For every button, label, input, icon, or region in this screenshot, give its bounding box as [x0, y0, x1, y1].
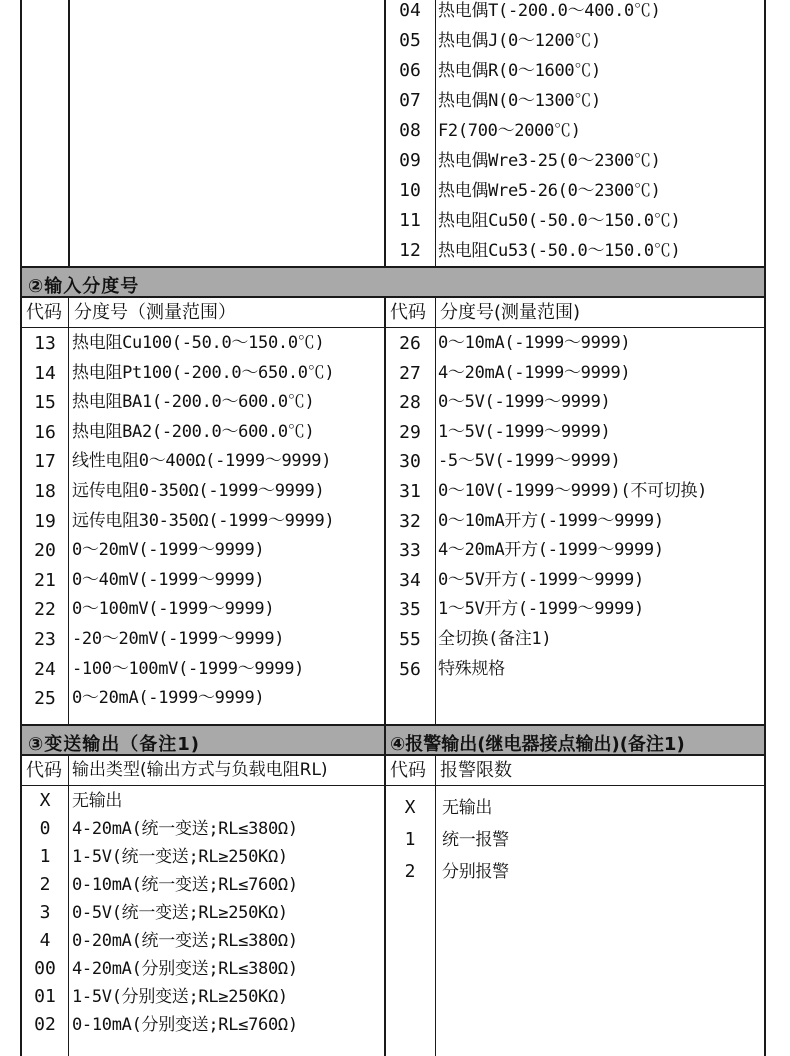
row-description: 1-5V(统一变送;RL≥250KΩ) — [72, 847, 288, 867]
table-row — [386, 655, 764, 685]
table-row — [386, 536, 764, 566]
row-code: 29 — [399, 421, 421, 443]
row-code: 25 — [34, 688, 56, 710]
table-row — [22, 684, 382, 714]
table-row — [386, 329, 764, 359]
table-row — [22, 507, 382, 537]
row-description: 0～10mA开方(-1999～9999) — [438, 510, 664, 531]
row-code: 34 — [399, 569, 421, 591]
row-code: 20 — [34, 540, 56, 562]
row-code: 26 — [399, 333, 421, 354]
row-code: 31 — [399, 481, 421, 502]
row-description: 热电偶R(0～1600℃) — [438, 61, 601, 81]
row-description: 0～5V开方(-1999～9999) — [438, 569, 644, 590]
row-code: 1 — [39, 846, 51, 867]
row-code: 33 — [399, 540, 421, 562]
row-code: 15 — [34, 392, 56, 414]
row-description: 无输出 — [442, 798, 493, 818]
table-row — [22, 983, 382, 1011]
table-row — [386, 388, 764, 418]
table-row — [386, 418, 764, 448]
table-row — [22, 536, 382, 566]
row-code: 21 — [34, 569, 56, 591]
row-description: 0～10V(-1999～9999)(不可切换) — [438, 481, 708, 501]
table-row — [22, 625, 382, 655]
table-row — [22, 815, 382, 843]
table-row — [386, 236, 764, 266]
row-description: 线性电阻0～400Ω(-1999～9999) — [72, 451, 332, 472]
row-code: 09 — [399, 150, 421, 171]
row-code: 23 — [34, 629, 56, 650]
section-title: ②输入分度号 — [28, 276, 140, 297]
row-description: 远传电阻0-350Ω(-1999～9999) — [72, 481, 325, 501]
row-description: 热电偶T(-200.0～400.0℃) — [438, 1, 661, 21]
spec-table — [20, 0, 766, 1056]
table-row — [386, 447, 764, 477]
row-code: 12 — [399, 240, 421, 261]
row-description: 4～20mA开方(-1999～9999) — [438, 540, 664, 561]
table-row — [386, 625, 764, 655]
table-row — [22, 359, 382, 389]
table-row — [22, 329, 382, 359]
row-description: 热电阻Cu50(-50.0～150.0℃) — [438, 211, 681, 231]
table-row — [386, 86, 764, 116]
table-row — [386, 359, 764, 389]
row-description: 热电偶Wre3-25(0～2300℃) — [438, 151, 661, 171]
table-row — [22, 477, 382, 507]
column-header-description: 分度号(测量范围) — [440, 302, 581, 323]
row-code: 05 — [399, 30, 421, 51]
row-description: 1～5V开方(-1999～9999) — [438, 599, 644, 620]
row-code: X — [404, 797, 416, 818]
row-code: 04 — [399, 0, 421, 21]
row-description: 4-20mA(分别变送;RL≤380Ω) — [72, 959, 298, 979]
section-header-input-graduation — [22, 266, 764, 298]
row-code: 56 — [399, 658, 421, 680]
table-row — [22, 447, 382, 477]
row-description: 热电阻Cu100(-50.0～150.0℃) — [72, 333, 325, 353]
row-description: 热电阻BA2(-200.0～600.0℃) — [72, 421, 315, 442]
table-row — [386, 507, 764, 537]
row-description: 热电偶J(0～1200℃) — [438, 31, 601, 51]
row-code: 27 — [399, 362, 421, 384]
row-code: 30 — [399, 451, 421, 473]
column-header-description: 分度号（测量范围） — [74, 302, 236, 323]
row-description: 0～10mA(-1999～9999) — [438, 333, 631, 353]
table-row — [22, 388, 382, 418]
row-code: 08 — [399, 120, 421, 141]
column-header-output-type: 输出类型(输出方式与负载电阻RL) — [72, 760, 328, 780]
table-row — [386, 176, 764, 206]
table-row — [386, 116, 764, 146]
row-description: 4-20mA(统一变送;RL≤380Ω) — [72, 819, 298, 839]
table-row — [22, 927, 382, 955]
row-code: 35 — [399, 599, 421, 621]
row-description: 远传电阻30-350Ω(-1999～9999) — [72, 510, 335, 531]
table-row — [22, 955, 382, 983]
column-header-code: 代码 — [26, 302, 62, 323]
row-description: 0～5V(-1999～9999) — [438, 392, 611, 413]
table-row — [386, 824, 764, 856]
row-description: 0-5V(统一变送;RL≥250KΩ) — [72, 903, 288, 923]
table-row — [22, 595, 382, 625]
row-description: 0-10mA(分别变送;RL≤760Ω) — [72, 1015, 298, 1035]
row-code: 17 — [34, 451, 56, 473]
row-description: 0-20mA(统一变送;RL≤380Ω) — [72, 931, 298, 951]
row-code: 55 — [399, 629, 421, 650]
row-description: 4～20mA(-1999～9999) — [438, 362, 631, 383]
section-title-transmit-output: ③变送输出（备注1) — [28, 734, 200, 755]
row-code: 14 — [34, 362, 56, 384]
row-code: 07 — [399, 90, 421, 111]
table-row — [22, 787, 382, 815]
row-description: 无输出 — [72, 791, 123, 811]
table-row — [386, 792, 764, 824]
row-code: 19 — [34, 510, 56, 532]
row-description: 1～5V(-1999～9999) — [438, 421, 611, 442]
row-description: 0～20mV(-1999～9999) — [72, 540, 265, 561]
row-code: 10 — [399, 180, 421, 201]
table-row — [386, 856, 764, 888]
column-header-code: 代码 — [390, 760, 426, 781]
row-code: 00 — [34, 958, 56, 979]
row-description: 1-5V(分别变送;RL≥250KΩ) — [72, 987, 288, 1007]
row-description: 热电偶N(0～1300℃) — [438, 91, 601, 111]
table-row — [386, 206, 764, 236]
row-code: 16 — [34, 421, 56, 443]
row-code: 32 — [399, 510, 421, 532]
row-description: 热电阻Pt100(-200.0～650.0℃) — [72, 362, 335, 383]
row-description: 热电阻BA1(-200.0～600.0℃) — [72, 392, 315, 413]
row-description: 0～40mV(-1999～9999) — [72, 569, 265, 590]
table-row — [386, 146, 764, 176]
table-row — [22, 1011, 382, 1039]
column-header-code: 代码 — [26, 760, 62, 781]
input-graduation-table — [22, 298, 764, 724]
row-code: 01 — [34, 986, 56, 1007]
table-row — [22, 418, 382, 448]
column-header-alarm-limits: 报警限数 — [440, 760, 512, 781]
row-description: 特殊规格 — [438, 658, 505, 679]
row-code: 2 — [39, 874, 51, 895]
row-description: 0～100mV(-1999～9999) — [72, 599, 275, 620]
table-row — [22, 899, 382, 927]
row-description: 分别报警 — [442, 862, 509, 882]
table-row — [386, 56, 764, 86]
row-code: 22 — [34, 599, 56, 621]
row-description: 热电阻Cu53(-50.0～150.0℃) — [438, 241, 681, 261]
input-code-continuation — [22, 0, 764, 266]
row-description: -5～5V(-1999～9999) — [438, 451, 621, 472]
column-header-code: 代码 — [390, 302, 426, 323]
row-code: 18 — [34, 481, 56, 502]
section-title-alarm-output: ④报警输出(继电器接点输出)(备注1) — [390, 734, 685, 755]
table-row — [22, 871, 382, 899]
row-code: X — [39, 790, 51, 811]
table-row — [386, 477, 764, 507]
row-description: 统一报警 — [442, 830, 509, 850]
section-header-output — [22, 724, 764, 756]
row-code: 1 — [404, 829, 416, 850]
row-code: 13 — [34, 333, 56, 354]
table-row — [386, 566, 764, 596]
row-description: 热电偶Wre5-26(0～2300℃) — [438, 181, 661, 201]
row-code: 11 — [399, 210, 421, 231]
row-description: 0-10mA(统一变送;RL≤760Ω) — [72, 875, 298, 895]
table-row — [22, 566, 382, 596]
output-tables — [22, 756, 764, 1056]
table-row — [386, 595, 764, 625]
row-code: 06 — [399, 60, 421, 81]
row-code: 3 — [39, 902, 51, 923]
row-code: 4 — [39, 930, 51, 951]
row-description: F2(700～2000℃) — [438, 121, 581, 141]
row-description: -20～20mV(-1999～9999) — [72, 629, 285, 649]
table-row — [22, 655, 382, 685]
table-row — [386, 0, 764, 26]
row-code: 02 — [34, 1014, 56, 1035]
row-code: 28 — [399, 392, 421, 414]
table-row — [22, 843, 382, 871]
row-description: 0～20mA(-1999～9999) — [72, 688, 265, 709]
row-description: 全切换(备注1) — [438, 629, 552, 649]
row-code: 2 — [404, 861, 416, 882]
row-description: -100～100mV(-1999～9999) — [72, 658, 305, 679]
row-code: 24 — [34, 658, 56, 680]
row-code: 0 — [39, 818, 51, 839]
table-row — [386, 26, 764, 56]
